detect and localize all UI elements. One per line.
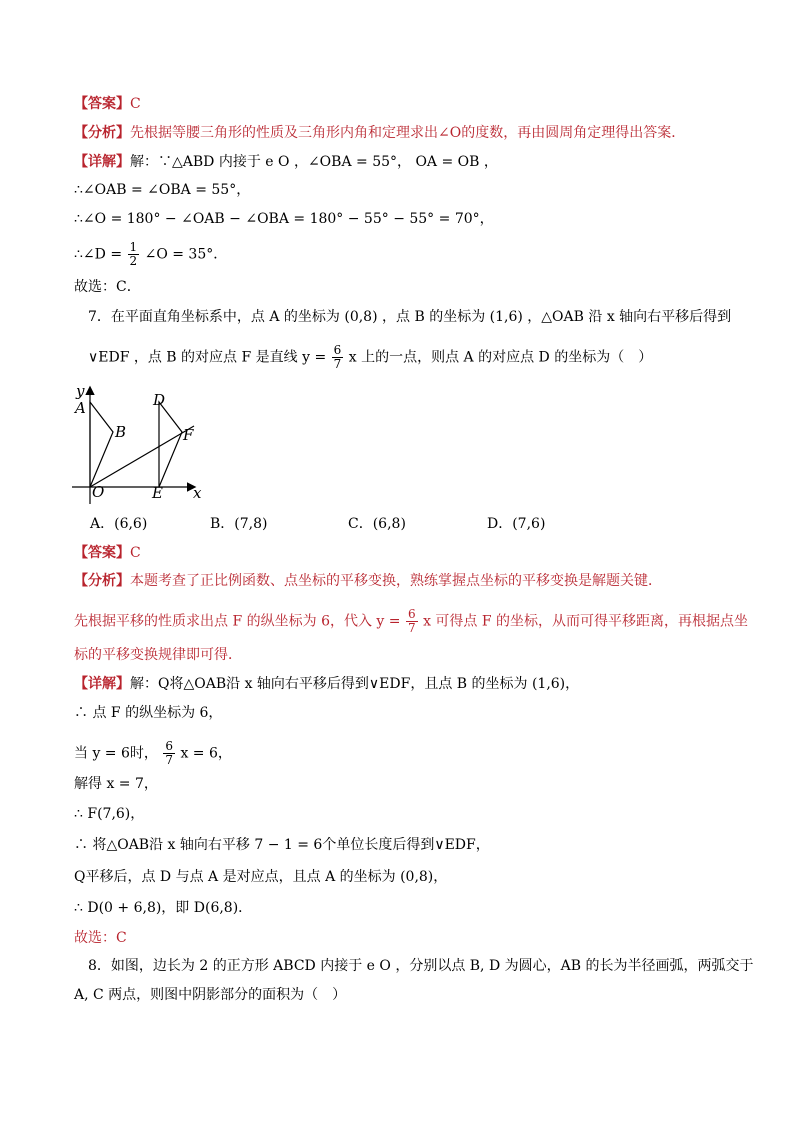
q6-choose: 故选：C． [74,279,141,295]
q7-analysis-text-1: 本题考查了正比例函数、点坐标的平移变换，熟练掌握点坐标的平移变换是解题关键． [130,573,662,589]
q7-detail-line-4: 解得 x = 7， [74,776,158,792]
q7-analysis-line-3: 标的平移变换规律即可得． [74,647,242,663]
q6-detail-line-1 [74,152,498,172]
q7-option-b: B．(7,8) [210,516,268,532]
q7-detail-line-2: ∴ 点 F 的纵坐标为 6， [74,705,223,721]
q7-stem-line-2-post: x 上的一点，则点 A 的对应点 D 的坐标为（ ） [348,349,653,366]
q7-choose: 故选：C [74,930,127,946]
q6-detail-line-4-post: ∠O = 35°． [144,246,228,263]
q7-detail-line-8: ∴ D(0 + 6,8)，即 D(6,8)． [74,900,253,916]
fraction [128,241,140,268]
q6-analysis-text: 先根据等腰三角形的性质及三角形内角和定理求出∠O的度数，再由圆周角定理得出答案． [130,125,686,141]
q6-analysis [74,123,685,143]
q6-answer [74,94,141,114]
q6-analysis-label: 【分析】 [74,125,130,141]
fraction [163,740,175,767]
fraction-denominator: 2 [129,254,138,268]
q8-stem-line-1: 8．如图，边长为 2 的正方形 ABCD 内接于 e O ，分别以点 B, D 为圆心，AB 的长为半径画弧，两弧交于 [88,958,754,974]
label-y: y [76,384,85,400]
q7-detail-text-1: 解：Q将△OAB沿 x 轴向右平移后得到∨EDF，且点 B 的坐标为 (1,6)， [130,676,580,692]
q7-detail-label: 【详解】 [74,676,130,692]
fraction-denominator: 7 [407,621,416,635]
q7-option-d: D．(7,6) [487,516,546,532]
fraction-denominator: 7 [333,357,342,371]
label-e: E [152,484,163,502]
q7-detail-line-3 [74,740,232,767]
q6-detail-line-4 [74,241,227,268]
q7-detail-line-6: ∴ 将△OAB沿 x 轴向右平移 7 − 1 = 6个单位长度后得到∨EDF， [74,837,490,853]
q7-stem-line-1: 7．在平面直角坐标系中，点 A 的坐标为 (0,8) ，点 B 的坐标为 (1,6) ，△OAB 沿 x 轴向右平移后得到 [88,309,732,325]
fraction-numerator: 1 [129,240,138,254]
q6-detail-line-3: ∴∠O = 180° − ∠OAB − ∠OBA = 180° − 55° − 55° = 70°， [74,211,494,227]
q7-detail-line-7: Q平移后，点 D 与点 A 是对应点，且点 A 的坐标为 (0,8)， [74,869,448,885]
q7-answer-text: C [130,545,141,561]
label-o: O [92,483,105,501]
q7-analysis-label: 【分析】 [74,573,130,589]
label-b: B [115,423,127,441]
q7-detail-line-3-post: x = 6， [180,745,232,762]
fraction [406,608,418,635]
fraction-denominator: 7 [165,753,173,767]
q7-answer-label: 【答案】 [74,545,130,561]
q7-detail-line-5: ∴ F(7,6)， [74,806,145,822]
q6-answer-text: C [130,96,141,112]
q7-analysis-line-2-pre: 先根据平移的性质求出点 F 的纵坐标为 6，代入 y = [74,613,401,630]
q6-detail-text-1: 解：∵△ABD 内接于 e O ，∠OBA = 55°， OA = OB ， [130,154,498,170]
q7-options [90,513,570,533]
q7-option-c: C．(6,8) [348,516,406,532]
q7-coordinate-figure [68,384,218,506]
q7-stem-line-2-pre: ∨EDF ，点 B 的对应点 F 是直线 y = [88,349,327,366]
line-y-6-7x [90,426,194,487]
q6-answer-label: 【答案】 [74,96,130,112]
fraction-numerator: 6 [165,739,173,753]
label-d: D [153,391,166,409]
q7-detail-line-3-pre: 当 y = 6时， [74,745,158,762]
q7-answer [74,543,141,563]
label-f: F [183,426,194,444]
label-a: A [75,399,86,417]
q6-detail-line-4-pre: ∴∠D = [74,246,123,263]
q7-analysis-line-1 [74,571,662,591]
fraction-numerator: 6 [333,343,342,357]
q7-detail-line-1 [74,674,579,694]
q7-stem-line-2 [88,344,652,371]
q8-stem-line-2: A, C 两点，则图中阴影部分的面积为（ ） [74,987,347,1003]
fraction-numerator: 6 [407,607,416,621]
triangle-oab [90,402,113,487]
label-x: x [193,484,202,502]
q7-analysis-line-2-post: x 可得点 F 的坐标，从而可得平移距离，再根据点坐 [423,613,749,630]
fraction [332,344,344,371]
q7-analysis-line-2 [74,608,748,635]
q7-option-a: A．(6,6) [90,516,148,532]
q6-detail-label: 【详解】 [74,154,130,170]
q6-detail-line-2: ∴∠OAB = ∠OBA = 55°， [74,182,251,198]
